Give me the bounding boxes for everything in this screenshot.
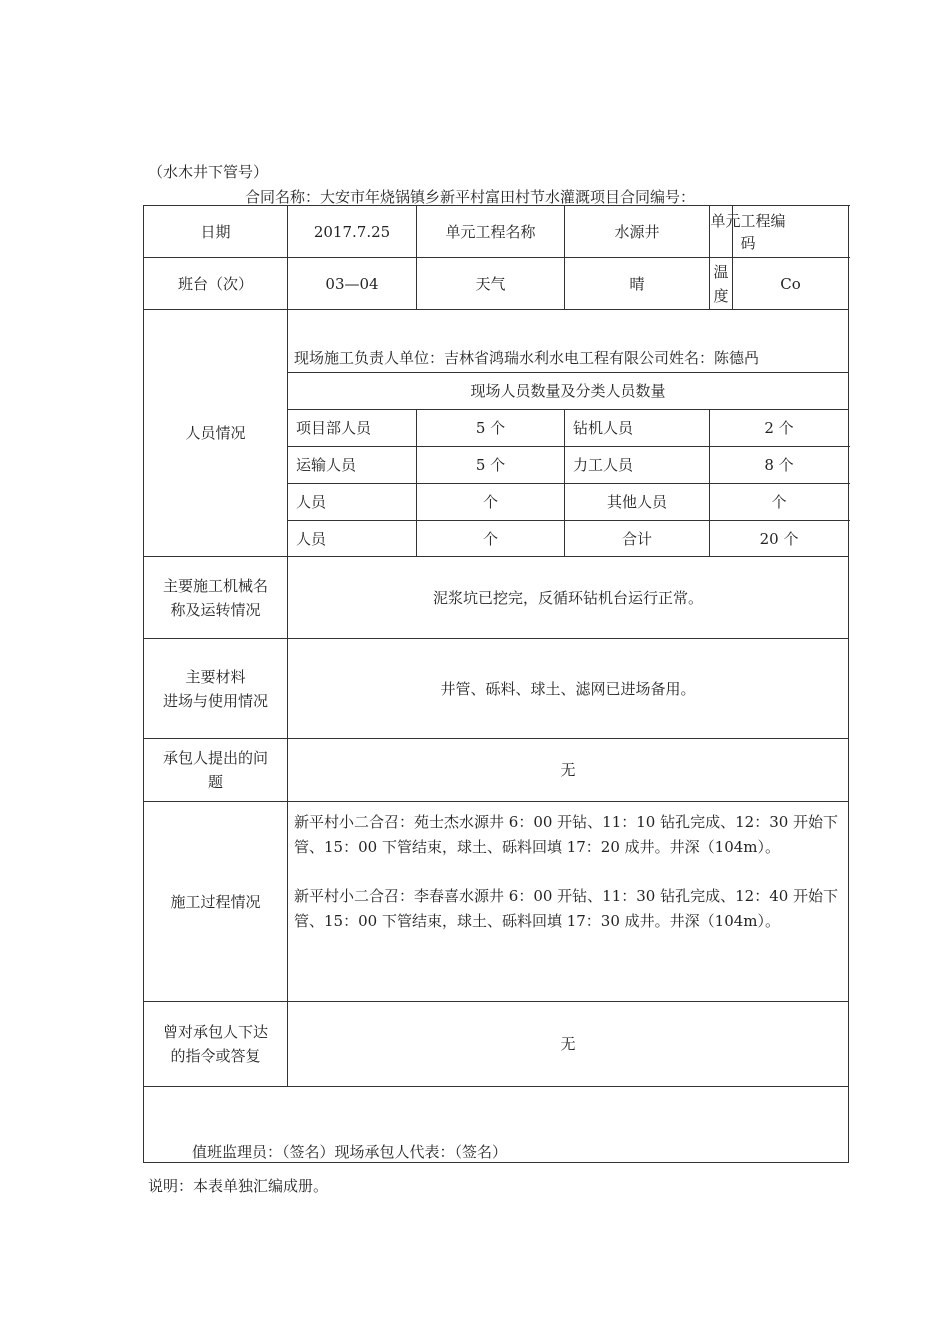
document-number: （水木井下管号） [148, 163, 269, 181]
personnel-count: 个 [417, 521, 565, 557]
temperature-label: 温度 [710, 258, 733, 310]
materials-label-line: 主要材料 [185, 667, 246, 686]
unit-name-label: 单元工程名称 [417, 206, 565, 258]
personnel-category: 人员 [288, 521, 417, 557]
machinery-value: 泥浆坑已挖完，反循环钻机台运行正常。 [288, 557, 849, 639]
unit-code-label [710, 206, 786, 258]
shift-value: 03—04 [288, 258, 417, 310]
daily-log-table [143, 205, 849, 1163]
issues-value: 无 [288, 739, 849, 802]
instructions-label [144, 1002, 288, 1087]
personnel-count: 8 个 [710, 447, 849, 484]
machinery-label [144, 557, 288, 639]
personnel-count: 5 个 [417, 447, 565, 484]
process-value [288, 802, 849, 1002]
personnel-category: 人员 [288, 484, 417, 521]
site-leader-line: 现场施工负责人单位：吉林省鸿瑞水利水电工程有限公司姓名：陈德冎 [288, 310, 849, 373]
process-entry: 新平村小二合召：李春喜水源井 6：00 开钻、11：30 钻孔完成、12：40 开始下管、15：00 下管结束，球土、砾料回填 17：30 成井。井深（104m）。 [294, 887, 839, 930]
personnel-count: 个 [417, 484, 565, 521]
personnel-total-value: 20 个 [710, 521, 849, 557]
instructions-label-line: 曾对承包人下达 [162, 1023, 268, 1041]
date-label: 日期 [144, 206, 288, 258]
instructions-value: 无 [288, 1002, 849, 1087]
process-entry: 新平村小二合召：苑士杰水源井 6：00 开钻、11：10 钻孔完成、12：30 开始下管、15：00 下管结束，球土、砾料回填 17：20 成井。井深（104m）。 [294, 813, 839, 856]
personnel-label: 人员情况 [144, 310, 288, 557]
machinery-label-line: 称及运转情况 [170, 600, 261, 619]
personnel-category: 力工人员 [565, 447, 710, 484]
process-label: 施工过程情况 [144, 802, 288, 1002]
signature-line: 值班监理员：（签名）现场承包人代表：（签名） [144, 1087, 849, 1163]
machinery-label-line: 主要施工机械名 [162, 576, 268, 595]
personnel-category: 其他人员 [565, 484, 710, 521]
personnel-category: 项目部人员 [288, 410, 417, 447]
materials-label-line: 进场与使用情况 [162, 691, 268, 710]
issues-label-line: 题 [207, 773, 223, 791]
personnel-total-label: 合计 [565, 521, 710, 557]
materials-value: 井管、砾料、球土、滤网已进场备用。 [288, 639, 849, 739]
unit-name-value: 水源井 [565, 206, 710, 258]
personnel-count: 2 个 [710, 410, 849, 447]
materials-label [144, 639, 288, 739]
personnel-category: 钻机人员 [565, 410, 710, 447]
instructions-label-line: 的指令或答复 [170, 1047, 261, 1065]
personnel-count: 个 [710, 484, 849, 521]
weather-value: 晴 [565, 258, 710, 310]
weather-label: 天气 [417, 258, 565, 310]
date-value: 2017.7.25 [288, 206, 417, 258]
issues-label-line: 承包人提出的问 [162, 749, 268, 767]
footer-note: 说明：本表单独汇编成册。 [148, 1177, 329, 1195]
contract-line: 合同名称：大安市年烧锅镇乡新平村富田村节水灌溉项目合同编号： [245, 188, 696, 206]
shift-label: 班台（次） [144, 258, 288, 310]
issues-label [144, 739, 288, 802]
personnel-category: 运输人员 [288, 447, 417, 484]
personnel-subheader: 现场人员数量及分类人员数量 [288, 373, 849, 410]
temperature-value: Co [733, 258, 849, 310]
personnel-count: 5 个 [417, 410, 565, 447]
unit-code-label-text: 单元工程编码 [710, 211, 786, 252]
